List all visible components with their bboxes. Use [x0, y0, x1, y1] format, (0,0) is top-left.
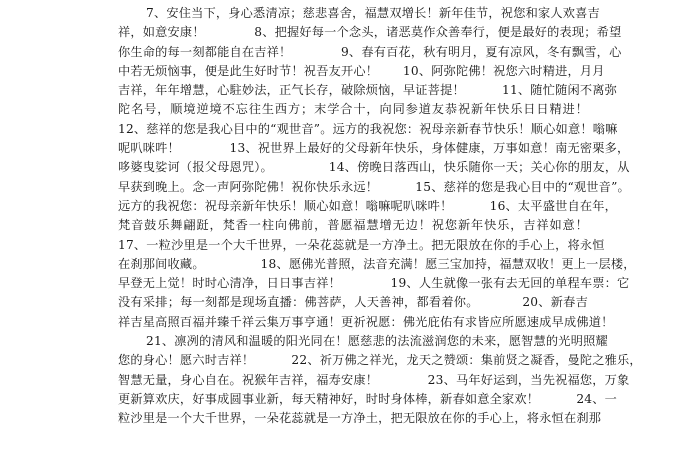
text-line: 您的身心！愿六时吉祥！ 22、祈万佛之祥光，龙天之赞颂：集前贤之凝香，曼陀之雅乐， — [118, 353, 642, 368]
text-line: 祥吉星高照百福并臻千祥云集万事亨通！更祈祝愿：佛光庇佑有求皆应所愿速成早成佛道！ — [118, 314, 614, 329]
text-line: 哆婆曳娑诃（报父母恩咒）。 14、傍晚日落西山，快乐随你一天；关心你的朋友，从 — [118, 160, 630, 175]
text-line: 没有采排；每一刻都是现场直播：佛菩萨，人天善神，都看着你。 20、新春吉 — [118, 295, 588, 310]
text-line: 12、慈祥的您是我心目中的“观世音”。远方的我祝您：祝母亲新春节快乐！顺心如意！嗡嘛 — [118, 121, 618, 136]
text-line: 中若无烦恼事，便是此生好时节！祝吾友开心！ 10、阿弥陀佛！祝您六时精进，月月 — [118, 63, 605, 78]
text-line: 梵音鼓乐舞翩跹，梵香一柱向佛前，普愿福慧增无边！祝您新年快乐，吉祥如意！ — [118, 218, 588, 233]
text-line: 祥，如意安康！ 8、把握好每一个念头，诸恶莫作众善奉行，便是最好的表现；希望 — [118, 25, 622, 40]
text-line: 在刹那间收藏。 18、愿佛光普照，法音充满！愿三宝加持，福慧双收！更上一层楼， — [118, 256, 636, 271]
text-line: 7、安住当下，身心悉清凉；慈悲喜舍，福慧双增长！新年佳节，祝您和家人欢喜吉 — [146, 6, 600, 20]
text-line: 早登无上觉！时时心清净，日日事吉祥！ 19、人生就像一张有去无回的单程车票：它 — [118, 276, 630, 291]
text-line: 21、凛冽的清风和温暖的阳光同在！愿慈悲的法流滋润您的未来，愿智慧的光明照耀 — [146, 334, 608, 349]
text-line: 你生命的每一刻都能自在吉祥！ 9、春有百花，秋有明月，夏有凉风，冬有飘雪，心 — [118, 44, 622, 59]
text-line: 呢叭咪吽！ 13、祝世界上最好的父母新年快乐，身体健康，万事如意！南无密栗多， — [118, 141, 630, 156]
text-line: 远方的我祝您：祝母亲新年快乐！顺心如意！嗡嘛呢叭咪吽！ 16、太平盛世自在年， — [118, 198, 618, 213]
text-line: 粒沙里是一个大千世界，一朵花蕊就是一方净土，把无限放在你的手心上，将永恒在刹那 — [118, 411, 602, 426]
text-line: 更新算欢庆，好事成圆事业新，每天精神好，时时身体棒，新春如意全家欢！ 24、一 — [118, 391, 618, 406]
text-line: 陀名号，顺境逆境不忘往生西方；末学合十，向同参道友恭祝新年快乐日日精进！ — [118, 102, 588, 117]
text-line: 早获到晚上。念一声阿弥陀佛！祝你快乐永远！ 15、慈祥的您是我心目中的“观世音”。 — [118, 179, 630, 194]
text-line: 吉祥，年年增慧，心駐妙法，正气长存，破除烦恼，早证菩提！ 11、随忙随闲不离弥 — [118, 83, 618, 98]
blessing-text-block — [118, 4, 642, 429]
text-line: 17、一粒沙里是一个大千世界，一朵花蕊就是一方净土。把无限放在你的手心上，将永恒 — [118, 237, 605, 252]
text-line: 智慧无量，身心自在。祝猴年吉祥，福寿安康！ 23、马年好运到，当先祝福您，万象 — [118, 372, 630, 387]
